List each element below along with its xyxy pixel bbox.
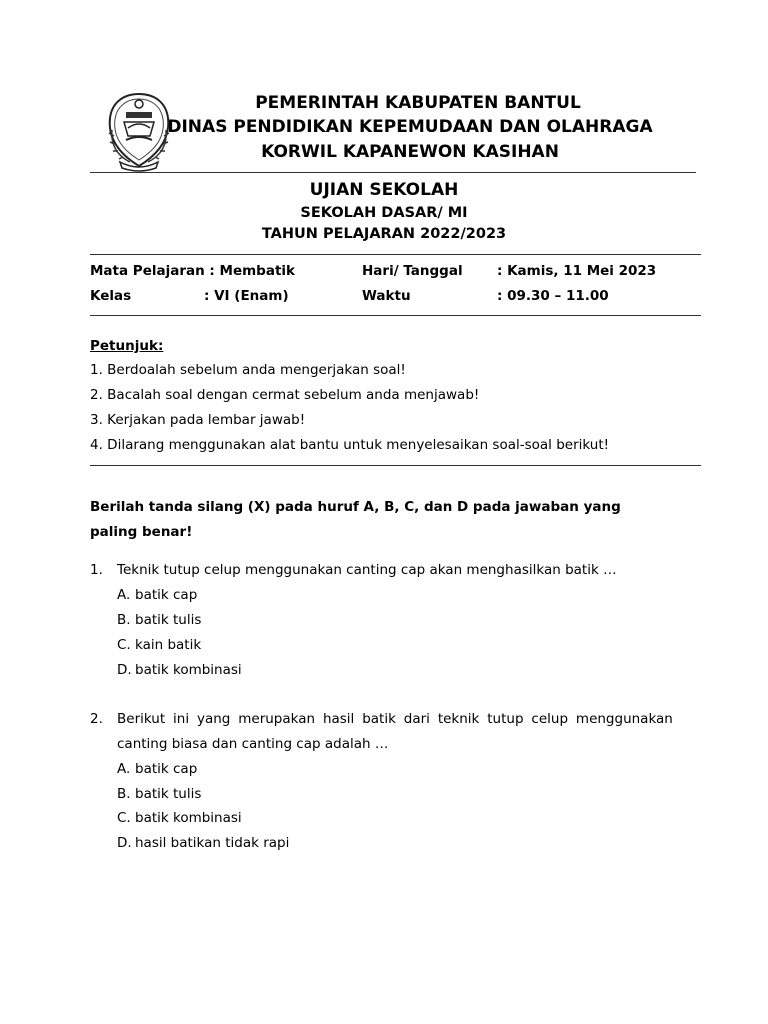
option-letter: C. xyxy=(117,637,131,653)
question-text-line-2: canting biasa dan canting cap adalah … xyxy=(117,736,389,752)
option-letter: B. xyxy=(117,612,131,628)
answer-option xyxy=(117,810,242,826)
question-text-line-1: Berikut ini yang merupakan hasil batik dari teknik tutup celup menggunakan xyxy=(117,711,673,727)
answer-option xyxy=(117,612,201,628)
option-letter: D. xyxy=(117,835,132,851)
option-letter: A. xyxy=(117,587,131,603)
option-letter: D. xyxy=(117,662,132,678)
info-divider xyxy=(90,315,701,316)
option-text: kain batik xyxy=(135,637,202,653)
answer-option xyxy=(117,761,197,777)
answer-option xyxy=(117,662,242,678)
exam-year: TAHUN PELAJARAN 2022/2023 xyxy=(261,226,507,242)
section-instruction-line-1: Berilah tanda silang (X) pada huruf A, B, C, dan D pada jawaban yang xyxy=(90,499,621,515)
option-letter: A. xyxy=(117,761,131,777)
instructions-divider xyxy=(90,465,701,466)
answer-option xyxy=(117,637,201,653)
exam-level: SEKOLAH DASAR/ MI xyxy=(300,205,468,221)
header-line-2: DINAS PENDIDIKAN KEPEMUDAAN DAN OLAHRAGA xyxy=(167,117,653,137)
subject-label: Mata Pelajaran : Membatik xyxy=(90,263,295,279)
time-value: : 09.30 – 11.00 xyxy=(497,288,609,304)
option-letter: B. xyxy=(117,786,131,802)
option-text: batik tulis xyxy=(135,786,202,802)
header-line-3: KORWIL KAPANEWON KASIHAN xyxy=(261,142,559,162)
option-text: batik cap xyxy=(135,587,198,603)
class-value: : VI (Enam) xyxy=(204,288,289,304)
question-number: 1. xyxy=(90,562,103,578)
option-text: batik kombinasi xyxy=(135,810,242,826)
date-value: : Kamis, 11 Mei 2023 xyxy=(497,263,657,279)
question-text: Teknik tutup celup menggunakan canting cap akan menghasilkan batik … xyxy=(117,562,617,578)
option-letter: C. xyxy=(117,810,131,826)
time-label: Waktu xyxy=(362,288,411,304)
option-text: batik tulis xyxy=(135,612,202,628)
option-text: batik kombinasi xyxy=(135,662,242,678)
header-divider xyxy=(90,172,696,173)
instruction-item: 2. Bacalah soal dengan cermat sebelum anda menjawab! xyxy=(90,387,480,403)
class-label: Kelas xyxy=(90,288,132,304)
title-divider xyxy=(90,254,701,255)
answer-option xyxy=(117,587,197,603)
instructions-heading: Petunjuk: xyxy=(90,338,164,354)
instruction-item: 3. Kerjakan pada lembar jawab! xyxy=(90,412,306,428)
header-line-1: PEMERINTAH KABUPATEN BANTUL xyxy=(255,93,581,113)
instruction-item: 4. Dilarang menggunakan alat bantu untuk menyelesaikan soal-soal berikut! xyxy=(90,437,610,453)
question-number: 2. xyxy=(90,711,103,727)
date-label: Hari/ Tanggal xyxy=(362,263,463,279)
option-text: hasil batikan tidak rapi xyxy=(135,835,290,851)
section-instruction-line-2: paling benar! xyxy=(90,524,193,540)
instruction-item: 1. Berdoalah sebelum anda mengerjakan soal! xyxy=(90,362,406,378)
option-text: batik cap xyxy=(135,761,198,777)
exam-title: UJIAN SEKOLAH xyxy=(309,180,459,200)
answer-option xyxy=(117,835,289,851)
answer-option xyxy=(117,786,201,802)
